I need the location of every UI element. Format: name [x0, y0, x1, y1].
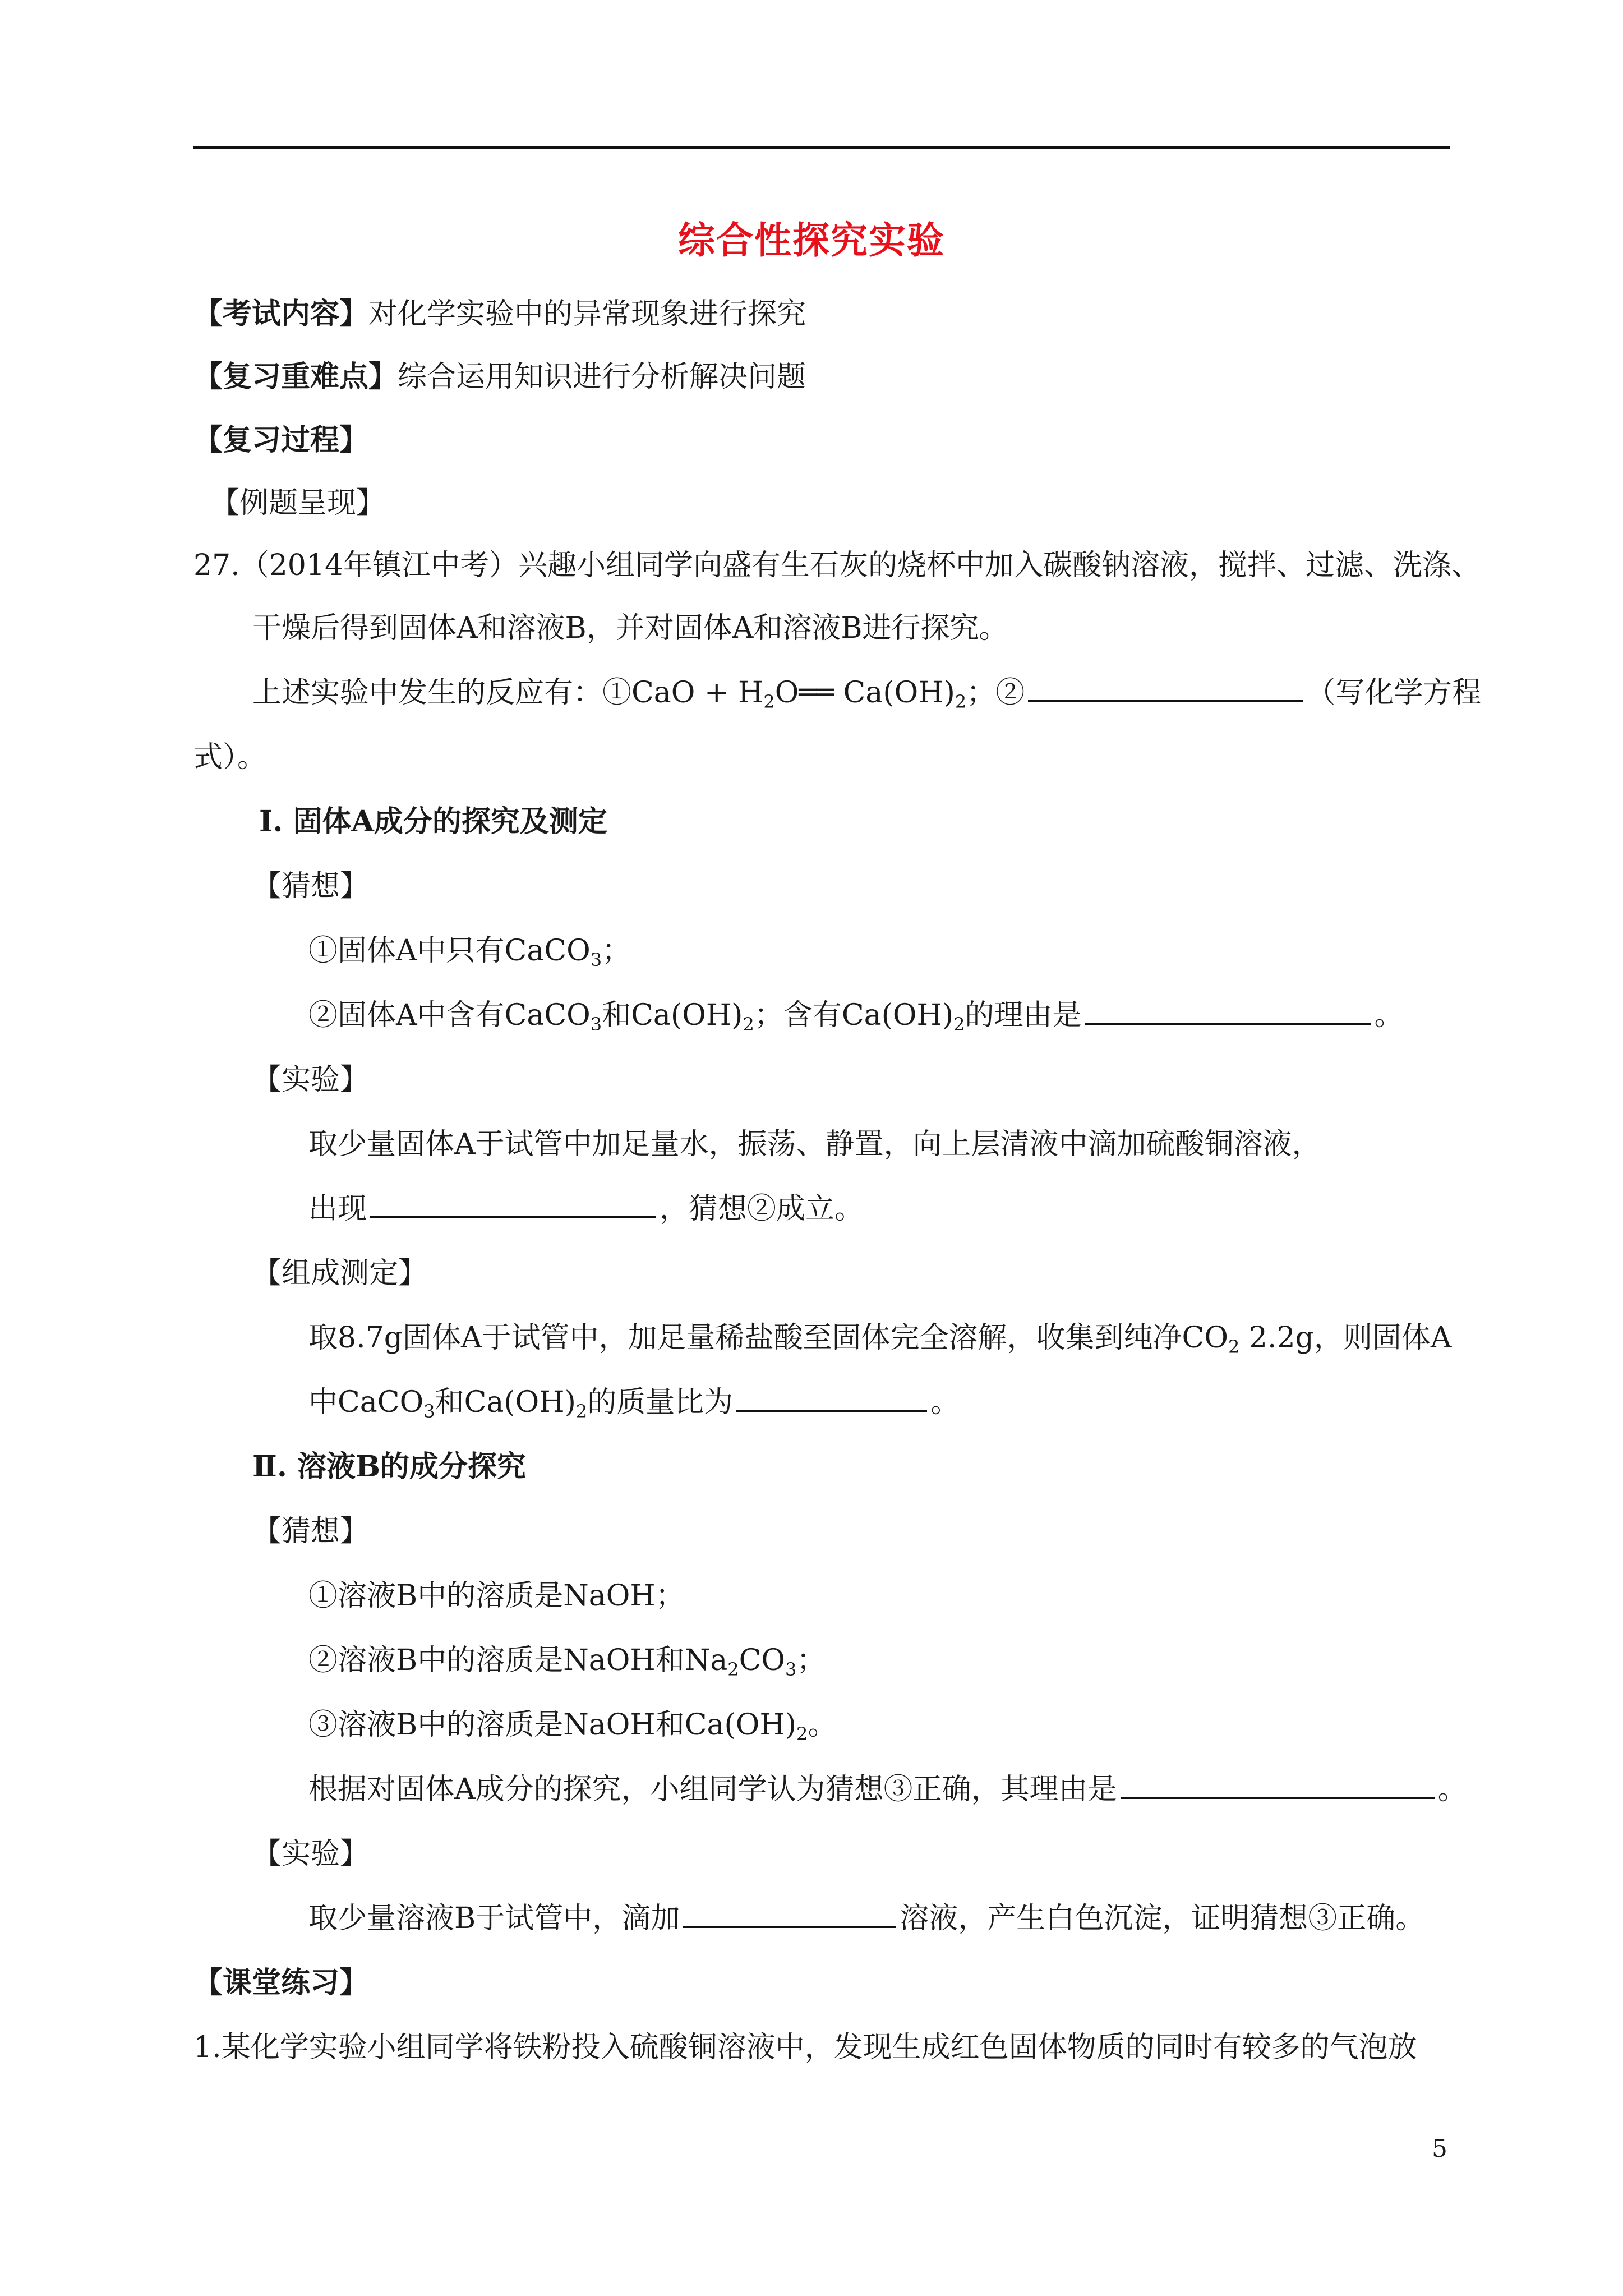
- part2-guess-label: 【猜想】: [252, 1515, 370, 1548]
- part1-guess-2: ②固体A中含有CaCO$_3$和$Ca(OH)_2$；含有$Ca(OH)_2$的理由是 。: [308, 996, 1404, 1035]
- part1-exp-line-2: 出现 ，猜想②成立。: [308, 1189, 864, 1228]
- part2-reason-line: 根据对固体A成分的探究，小组同学认为猜想③正确，其理由是 。: [308, 1770, 1467, 1809]
- page-title: 综合性探究实验: [678, 218, 945, 262]
- part1-comp-label: 【组成测定】: [252, 1257, 428, 1290]
- process-label: 【复习过程】: [193, 423, 369, 457]
- example-label: 【例题呈现】: [210, 486, 386, 520]
- top-rule: [193, 146, 1450, 149]
- equation-equals-sign: ══: [799, 676, 834, 710]
- part2-guess-1: ①溶液B中的溶质是NaOH；: [308, 1579, 685, 1613]
- exam-content-line: [193, 295, 806, 334]
- answer-blank-mass-ratio[interactable]: [736, 1383, 927, 1412]
- practice-label: 【课堂练习】: [193, 1966, 369, 2000]
- part2-heading: Ⅱ. 溶液B的成分探究: [252, 1450, 526, 1484]
- part1-guess-1: ①固体A中只有CaCO$_3$；: [308, 934, 631, 970]
- part1-exp-line-1: 取少量固体A于试管中加足量水，振荡、静置，向上层清液中滴加硫酸铜溶液，: [308, 1128, 1321, 1161]
- page-number: 5: [1432, 2134, 1447, 2163]
- part1-guess-label: 【猜想】: [252, 869, 370, 903]
- key-points-label: 【复习重难点】: [193, 360, 398, 394]
- exam-content-text: 对化学实验中的异常现象进行探究: [368, 297, 806, 331]
- part1-heading: Ⅰ. 固体A成分的探究及测定: [259, 804, 607, 839]
- answer-blank-equation[interactable]: [1028, 673, 1303, 702]
- q27-line-1: 27.（2014年镇江中考）兴趣小组同学向盛有生石灰的烧杯中加入碳酸钠溶液，搅拌、过滤、洗涤、: [193, 549, 1481, 582]
- exam-content-label: 【考试内容】: [193, 297, 369, 331]
- part1-comp-line-1: 取8.7g固体A于试管中，加足量稀盐酸至固体完全溶解，收集到纯净$CO_2$ 2.2g，则固体A: [308, 1321, 1452, 1358]
- part2-guess-2: ②溶液B中的溶质是NaOH和$Na_2CO_3$；: [308, 1644, 826, 1680]
- q27-line-4: 式）。: [193, 740, 267, 774]
- part1-comp-line-2: 中CaCO$_3$和$Ca(OH)_2$的质量比为 。: [308, 1383, 960, 1422]
- answer-blank-reason[interactable]: [1085, 996, 1371, 1025]
- q27-line-3: 上述实验中发生的反应有：①CaO + $H_2O══$ $Ca(OH)_2$；② （写化学方程: [252, 673, 1481, 712]
- part1-exp-label: 【实验】: [252, 1063, 370, 1097]
- key-points-line: [193, 357, 806, 397]
- answer-blank-guess3-reason[interactable]: [1121, 1770, 1435, 1799]
- answer-blank-reagent[interactable]: [683, 1899, 896, 1928]
- part2-exp-label: 【实验】: [252, 1837, 370, 1871]
- key-points-text: 综合运用知识进行分析解决问题: [398, 360, 806, 394]
- practice-question-1: 1.某化学实验小组同学将铁粉投入硫酸铜溶液中，发现生成红色固体物质的同时有较多的气泡放: [193, 2031, 1417, 2064]
- q27-line-2: 干燥后得到固体A和溶液B，并对固体A和溶液B进行探究。: [252, 611, 1008, 645]
- part2-guess-3: ③溶液B中的溶质是NaOH和$Ca(OH)_2$。: [308, 1708, 837, 1745]
- answer-blank-phenomenon[interactable]: [370, 1189, 656, 1218]
- part2-exp-line: 取少量溶液B于试管中，滴加 溶液，产生白色沉淀，证明猜想③正确。: [308, 1899, 1424, 1938]
